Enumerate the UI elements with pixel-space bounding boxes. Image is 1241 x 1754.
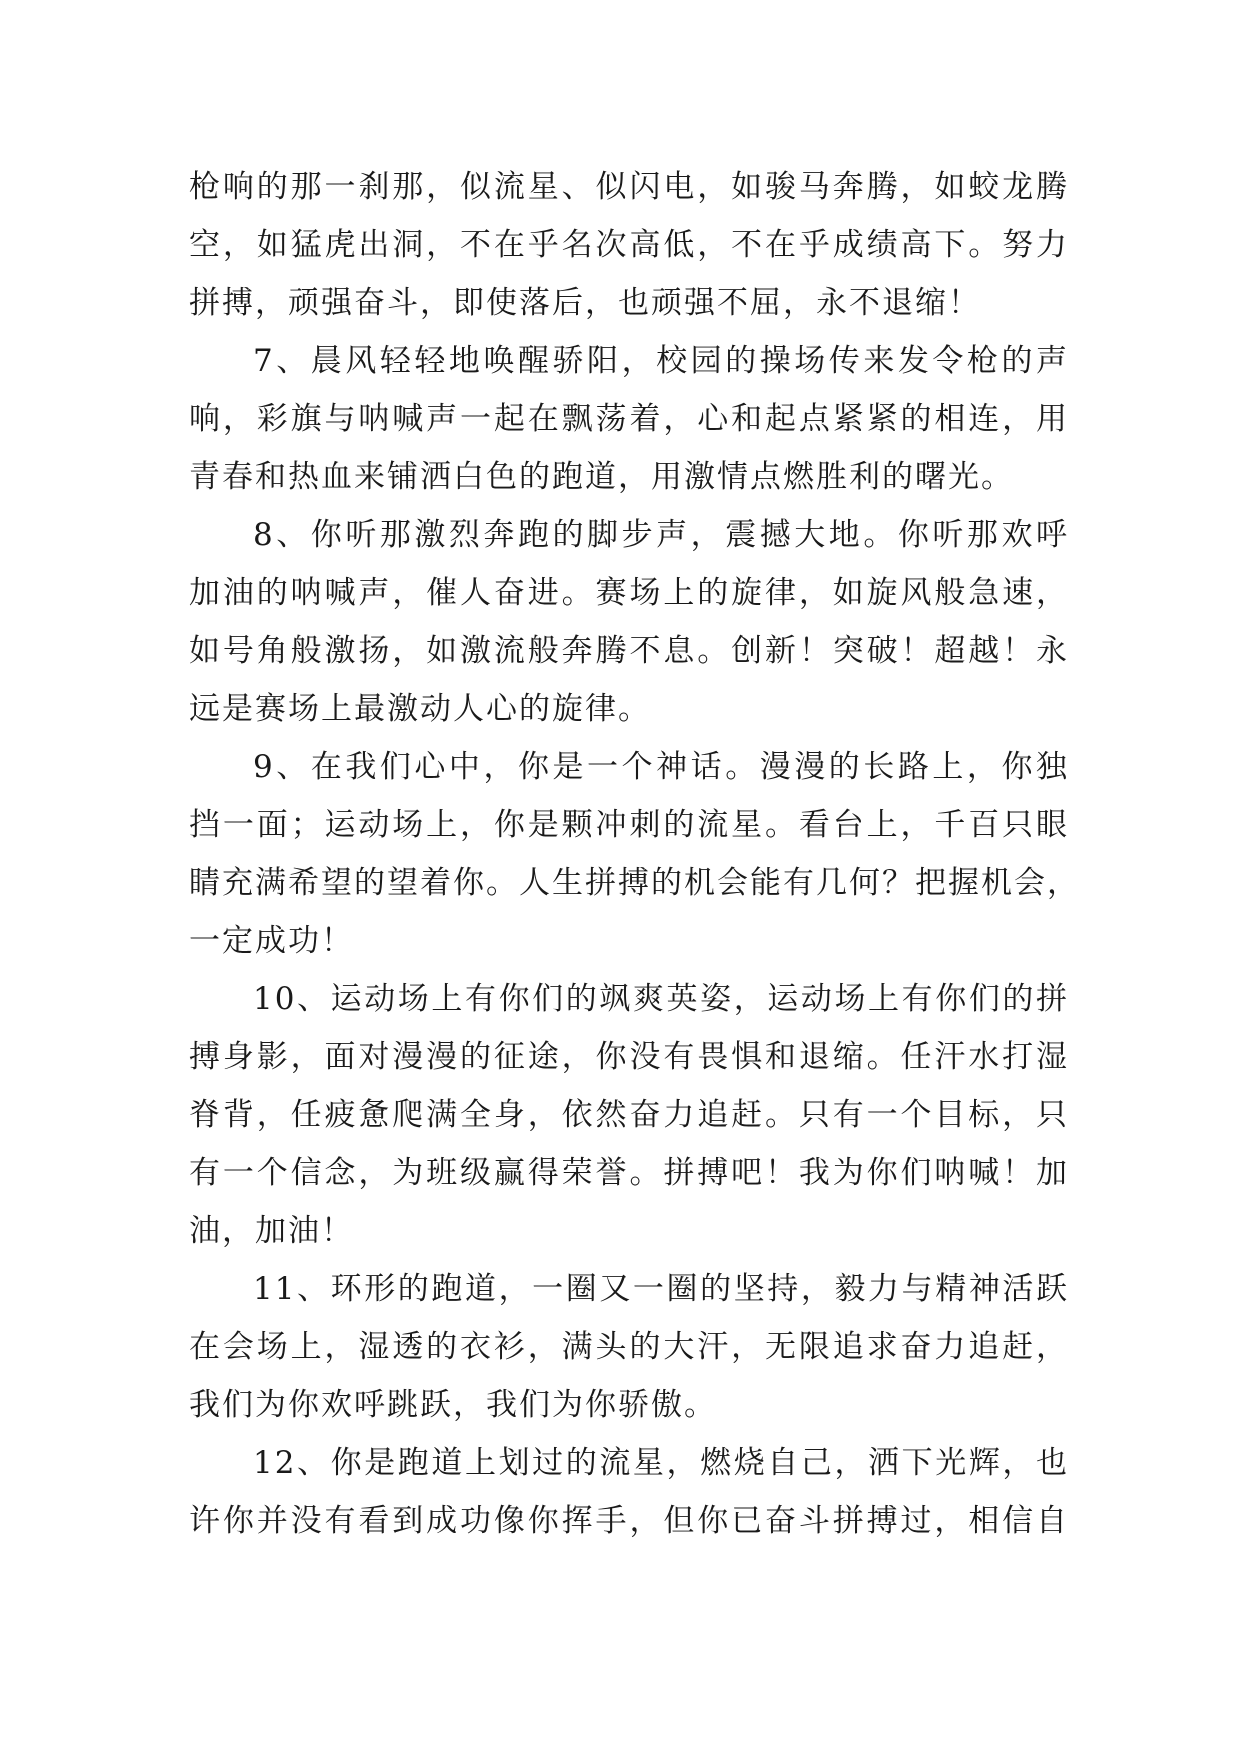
text-line: 油，加油！ [189,1213,354,1249]
text-line: 加油的呐喊声，催人奋进。赛场上的旋律，如旋风般急速， [189,575,1069,611]
text-line: 空，如猛虎出洞，不在乎名次高低，不在乎成绩高下。努力 [189,227,1069,263]
text-line: 远是赛场上最激动人心的旋律。 [189,691,651,727]
body-text [189,158,1080,1550]
text-line: 一定成功！ [189,923,354,959]
text-line: 许你并没有看到成功像你挥手，但你已奋斗拼搏过，相信自 [189,1503,1069,1539]
paragraph-9-start: 9、在我们心中，你是一个神话。漫漫的长路上，你独 [253,749,1069,785]
paragraph-7-start: 7、晨风轻轻地唤醒骄阳，校园的操场传来发令枪的声 [253,343,1069,379]
text-line: 有一个信念，为班级赢得荣誉。拼搏吧！我为你们呐喊！加 [189,1155,1069,1191]
text-line: 脊背，任疲惫爬满全身，依然奋力追赶。只有一个目标，只 [189,1097,1069,1133]
text-line: 挡一面；运动场上，你是颗冲刺的流星。看台上，千百只眼 [189,807,1069,843]
text-line: 在会场上，湿透的衣衫，满头的大汗，无限追求奋力追赶， [189,1329,1069,1365]
text-line: 我们为你欢呼跳跃，我们为你骄傲。 [189,1387,717,1423]
text-line: 搏身影，面对漫漫的征途，你没有畏惧和退缩。任汗水打湿 [189,1039,1069,1075]
paragraph-12-start: 12、你是跑道上划过的流星，燃烧自己，洒下光辉，也 [253,1445,1069,1481]
text-line: 拼搏，顽强奋斗，即使落后，也顽强不屈，永不退缩！ [189,285,981,321]
paragraph-10-start: 10、运动场上有你们的飒爽英姿，运动场上有你们的拼 [253,981,1069,1017]
text-line: 响，彩旗与呐喊声一起在飘荡着，心和起点紧紧的相连，用 [189,401,1069,437]
text-line: 睛充满希望的望着你。人生拼搏的机会能有几何？把握机会， [189,865,1080,901]
text-line: 枪响的那一刹那，似流星、似闪电，如骏马奔腾，如蛟龙腾 [189,169,1069,205]
text-line: 青春和热血来铺洒白色的跑道，用激情点燃胜利的曙光。 [189,459,1014,495]
text-line: 如号角般激扬，如激流般奔腾不息。创新！突破！超越！永 [189,633,1069,669]
paragraph-8-start: 8、你听那激烈奔跑的脚步声，震撼大地。你听那欢呼 [253,517,1069,553]
paragraph-11-start: 11、环形的跑道，一圈又一圈的坚持，毅力与精神活跃 [253,1271,1069,1307]
